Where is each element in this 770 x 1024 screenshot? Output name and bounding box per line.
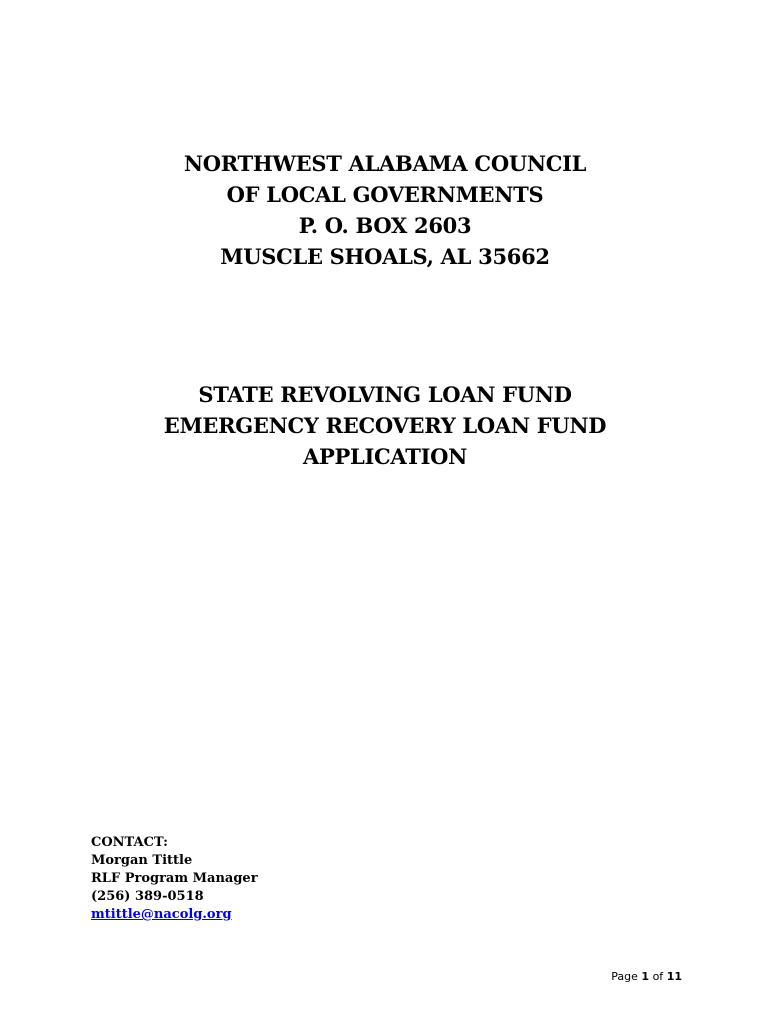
org-name-line-1: NORTHWEST ALABAMA COUNCIL	[183, 151, 587, 176]
footer-page-word: Page	[611, 970, 638, 983]
footer-current-page: 1	[641, 970, 650, 983]
contact-name: Morgan Tittle	[91, 853, 193, 868]
contact-email-link[interactable]: mtittle@nacolg.org	[91, 907, 232, 922]
footer-of-word: of	[652, 970, 664, 983]
title-line-2: EMERGENCY RECOVERY LOAN FUND	[163, 413, 607, 438]
title-line-1: STATE REVOLVING LOAN FUND	[198, 382, 572, 407]
organization-header	[0, 148, 770, 272]
contact-section	[91, 834, 258, 924]
contact-label: CONTACT:	[91, 835, 168, 850]
contact-phone: (256) 389-0518	[91, 889, 204, 904]
org-city-state-zip: MUSCLE SHOALS, AL 35662	[220, 244, 550, 269]
document-title	[0, 379, 770, 472]
title-line-3: APPLICATION	[303, 444, 467, 469]
org-po-box: P. O. BOX 2603	[298, 213, 472, 238]
page-number-footer	[611, 970, 682, 983]
contact-role: RLF Program Manager	[91, 871, 258, 886]
org-name-line-2: OF LOCAL GOVERNMENTS	[226, 182, 544, 207]
footer-total-pages: 11	[666, 970, 682, 983]
